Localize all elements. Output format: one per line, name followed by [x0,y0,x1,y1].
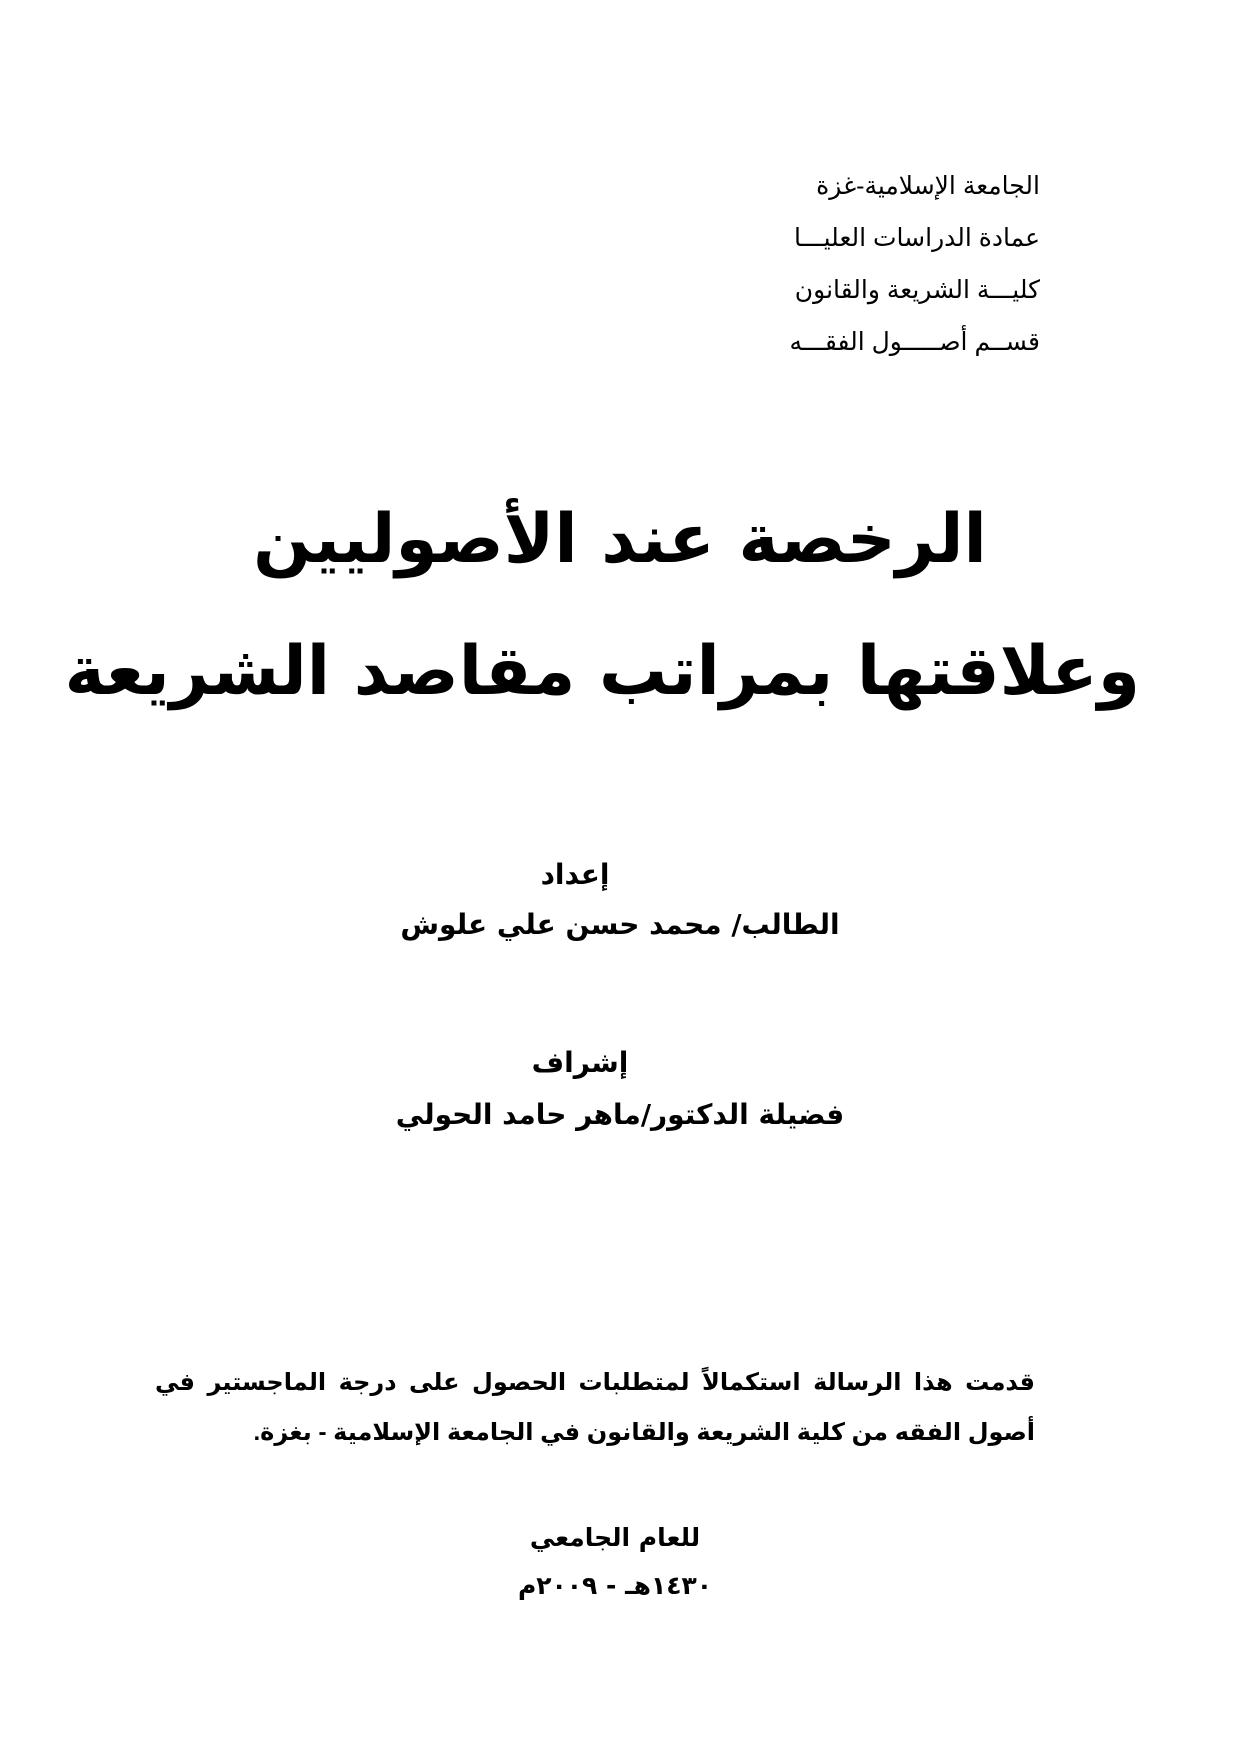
prepared-by-label: إعداد [540,858,610,891]
institution-header [640,160,1040,368]
student-name: الطالب/ محمد حسن علي علوش [400,908,840,941]
supervisor-name: فضيلة الدكتور/ماهر حامد الحولي [395,1098,845,1131]
academic-year-value: ١٤٣٠هـ - ٢٠٠٩م [517,1571,713,1600]
faculty-name: كليـــة الشريعة والقانون [794,276,1040,304]
thesis-title-line-2: وعلاقتها بمراتب مقاصد الشريعة [64,632,1140,711]
university-name: الجامعة الإسلامية-غزة [816,172,1040,200]
submission-statement: قدمت هذا الرسالة استكمالاً لمتطلبات الحصول على درجة الماجستير في أصول الفقه من كلية الشريعة والقانون في الجامعة الإسلامية - بغزة. [155,1369,1035,1446]
deanship-name: عمادة الدراسات العليـــا [794,224,1040,252]
academic-year-label: للعام الجامعي [529,1523,701,1552]
supervision-label: إشراف [531,1046,629,1079]
thesis-title-line-1: الرخصة عند الأصوليين [253,500,987,579]
department-name: قســم أصـــــول الفقـــه [789,328,1040,356]
